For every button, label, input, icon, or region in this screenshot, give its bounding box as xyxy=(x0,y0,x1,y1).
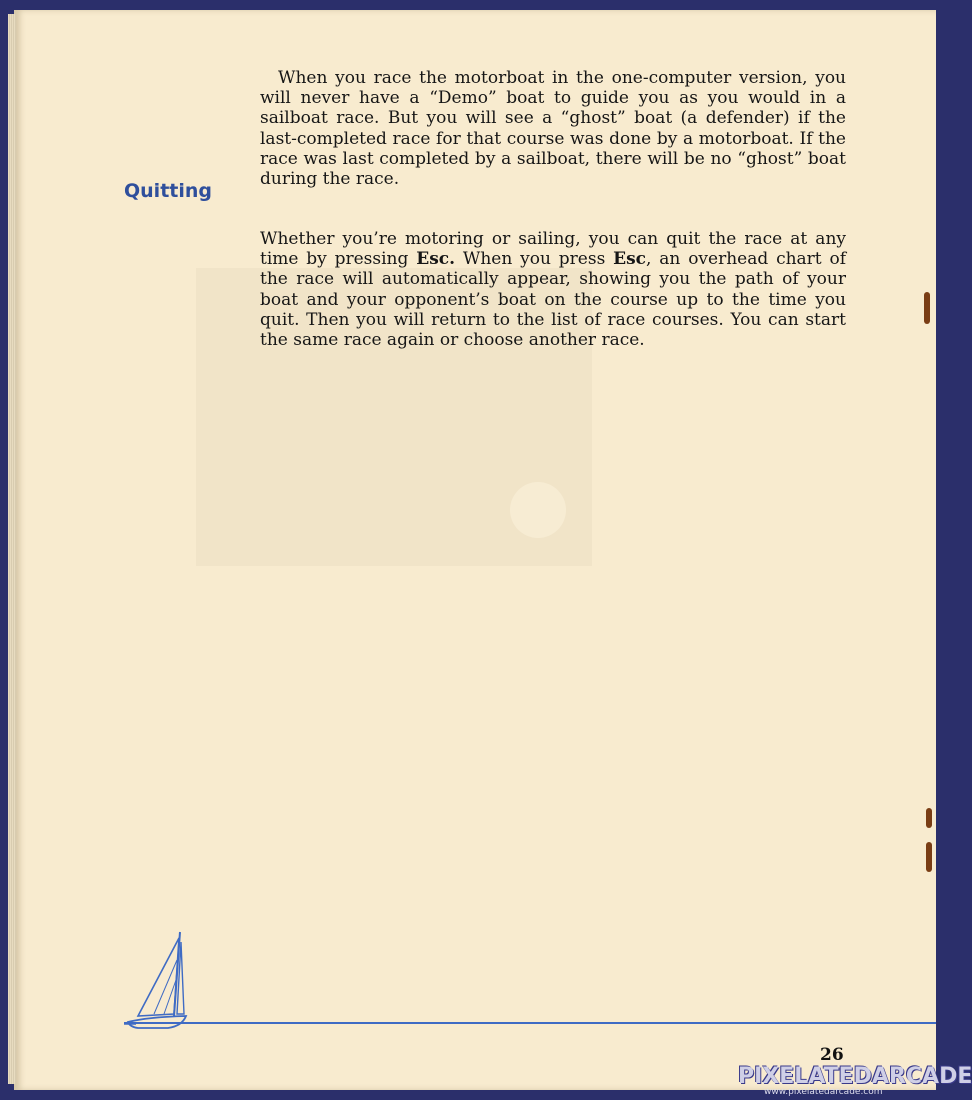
page-tear-middle xyxy=(926,808,932,828)
motorboat-ghost-paragraph: When you race the motorboat in the one-computer version, you will never have a “Demo” boat to guide you as you would in a sailboat race. But you will see a “ghost” boat (a defender) if the last-completed race for that course was done by a motorboat. If the race was last completed by a sailboat, there will be no “ghost” boat during the race. xyxy=(260,68,846,190)
quitting-text-3: , an overhead chart of the race will automatically appear, showing you the path of your boat and your opponent’s boat on the course up to the time you quit. Then you will return to the list of race courses. You can start the same race again or choose another race. xyxy=(260,249,847,351)
quitting-text-2: When you press xyxy=(455,249,614,270)
page-tear-top xyxy=(924,292,930,324)
section-heading-quitting: Quitting xyxy=(124,180,212,202)
watermark-logo: PIXELATEDARCADE xyxy=(738,1064,972,1089)
esc-key-1: Esc. xyxy=(416,249,456,270)
page-number: 26 xyxy=(820,1045,844,1065)
quitting-text-1: Whether you’re motoring or sailing, you can quit the race at any time by pressing xyxy=(260,229,846,270)
footer-rule xyxy=(124,1022,936,1024)
page-stack-edge xyxy=(8,14,16,1084)
esc-key-2: Esc xyxy=(613,249,647,270)
quitting-paragraph xyxy=(260,229,846,350)
sailboat-icon xyxy=(124,930,190,1034)
bleed-through-compass xyxy=(510,482,566,538)
watermark-url: www.pixelatedarcade.com xyxy=(764,1087,883,1097)
page-tear-bottom xyxy=(926,842,932,872)
